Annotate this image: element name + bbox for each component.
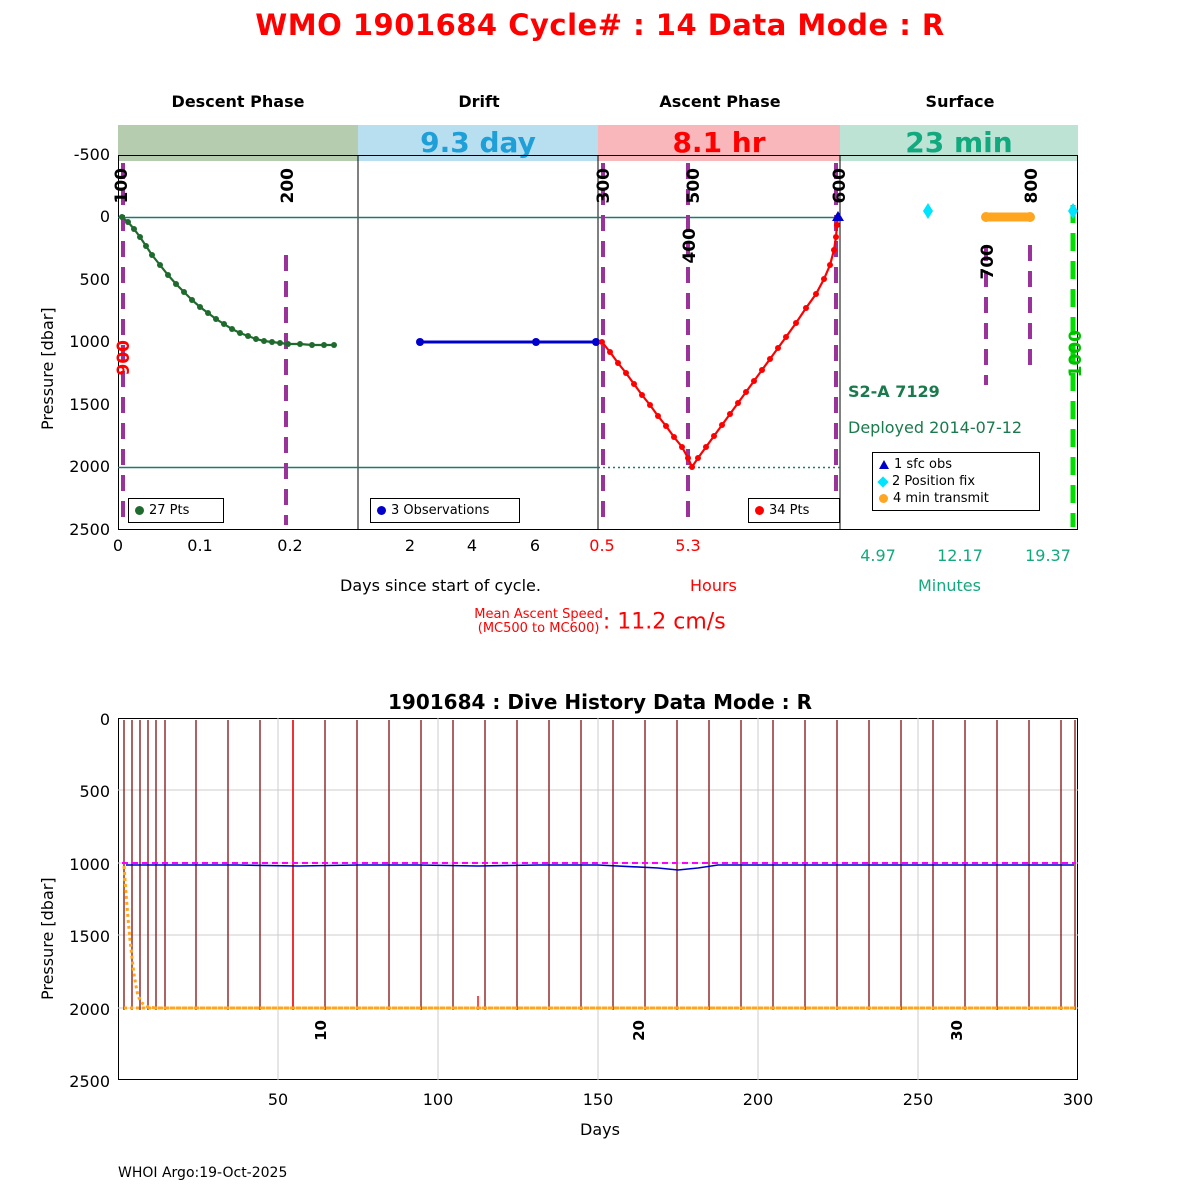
footer-credit: WHOI Argo:19-Oct-2025 [118,1165,288,1181]
top-xlabel-minutes: Minutes [918,576,981,595]
legend-surface-item-2: 4 min transmit [893,491,989,506]
page-title: WMO 1901684 Cycle# : 14 Data Mode : R [255,8,945,42]
speed-caption-line2: (MC500 to MC600) [477,621,600,636]
top-xtick-drift-2: 6 [529,536,541,555]
legend-ascent-label: 34 Pts [769,503,810,518]
top-xtick-drift-0: 2 [404,536,416,555]
top-ylabel: Pressure [dbar] [38,307,57,430]
mean-ascent-speed [0,608,1200,636]
top-xtick-days-0: 0 [112,536,124,555]
bottom-ytick-5: 2500 [69,1072,110,1091]
bottom-ytick-4: 2000 [69,1000,110,1019]
bottom-ytick-2: 1000 [69,855,110,874]
phase-value-surface: 23 min [905,126,1013,159]
top-xtick-days-1: 0.1 [187,536,213,555]
history-title: 1901684 : Dive History Data Mode : R [388,690,812,714]
bottom-ylabel: Pressure [dbar] [38,877,57,1000]
mc-label-1000: 1000 [1066,330,1086,378]
top-ytick-0: -500 [73,145,110,164]
bottom-ytick-3: 1500 [69,927,110,946]
phase-value-drift: 9.3 day [420,126,536,159]
mc-label-100: 100 [112,168,132,204]
phase-label-surface: Surface [925,92,995,111]
mc-label-700: 700 [978,244,998,280]
top-ytick-5: 2000 [69,457,110,476]
top-xtick-days-2: 0.2 [277,536,303,555]
phase-value-ascent: 8.1 hr [672,126,766,159]
bottom-xlabel: Days [580,1120,620,1139]
legend-drift [370,498,520,523]
legend-descent-label: 27 Pts [149,503,190,518]
cycle-mark-10: 10 [312,1020,330,1041]
float-id-label: S2-A 7129 [848,382,940,401]
top-ytick-3: 1000 [69,332,110,351]
mc-label-200: 200 [278,168,298,204]
mc-label-300: 300 [594,168,614,204]
top-xtick-min-1: 12.17 [937,546,983,565]
legend-surface-item-0: 1 sfc obs [894,457,953,472]
top-xtick-hours-0: 0.5 [589,536,615,555]
top-xlabel-hours: Hours [690,576,737,595]
top-ytick-1: 0 [99,207,110,226]
legend-descent [128,498,224,523]
mc-label-400: 400 [680,228,700,264]
legend-surface [872,452,1040,511]
phase-label-drift: Drift [458,92,500,111]
top-ytick-2: 500 [79,270,110,289]
bottom-xtick-0: 50 [267,1090,289,1109]
mc-label-900: 900 [114,340,134,376]
bottom-xtick-1: 100 [422,1090,454,1109]
bottom-ytick-1: 500 [79,782,110,801]
top-xtick-min-2: 19.37 [1025,546,1071,565]
top-ytick-4: 1500 [69,395,110,414]
legend-ascent [748,498,840,523]
bottom-xtick-4: 250 [902,1090,934,1109]
bottom-xtick-2: 150 [582,1090,614,1109]
top-xtick-drift-1: 4 [466,536,478,555]
legend-drift-label: 3 Observations [391,503,490,518]
cycle-mark-20: 20 [630,1020,648,1041]
dive-history-chart [118,718,1078,1080]
mc-label-800: 800 [1022,168,1042,204]
mc-label-600: 600 [830,168,850,204]
mc-label-500: 500 [684,168,704,204]
bottom-xtick-5: 300 [1062,1090,1094,1109]
speed-caption-line1: Mean Ascent Speed [474,607,603,622]
top-xtick-hours-1: 5.3 [675,536,701,555]
cycle-mark-30: 30 [948,1020,966,1041]
top-xtick-min-0: 4.97 [860,546,896,565]
legend-surface-item-1: 2 Position fix [892,474,976,489]
bottom-ytick-0: 0 [99,710,110,729]
deployment-date-label: Deployed 2014-07-12 [848,418,1023,437]
phase-label-ascent: Ascent Phase [659,92,781,111]
phase-label-descent: Descent Phase [171,92,305,111]
bottom-xtick-3: 200 [742,1090,774,1109]
top-ytick-6: 2500 [69,520,110,539]
speed-value: : 11.2 cm/s [602,609,726,635]
top-xlabel-days: Days since start of cycle. [340,576,541,595]
